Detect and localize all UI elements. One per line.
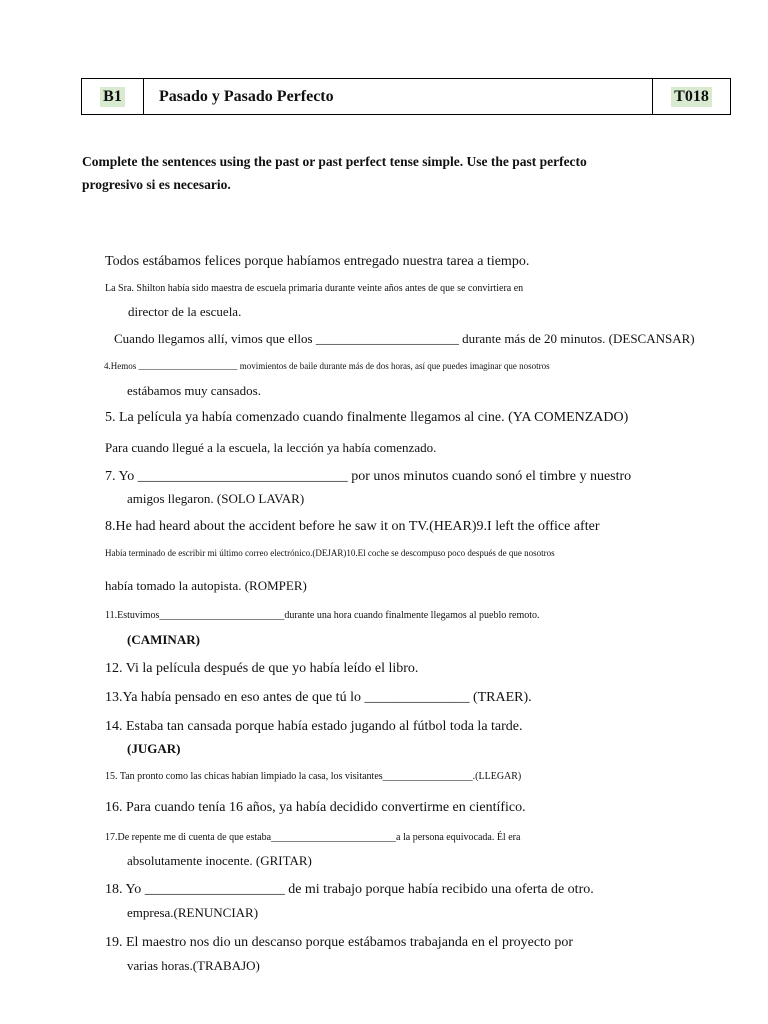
sentence-line: empresa.(RENUNCIAR) xyxy=(127,905,259,920)
sentence-line: 16. Para cuando tenía 16 años, ya había decidido convertirme en científico. xyxy=(105,800,526,815)
level-badge: B1 xyxy=(100,87,125,107)
sentence-line: 17.De repente me di cuenta de que estaba_________________________a la persona equivocada. Él era xyxy=(105,832,521,843)
sentence-line: 13.Ya había pensado en eso antes de que tú lo _______________ (TRAER). xyxy=(105,690,532,705)
sentence-line: (JUGAR) xyxy=(127,741,181,756)
sentence-line: 12. Vi la película después de que yo había leído el libro. xyxy=(105,661,419,676)
sentence-line: Todos estábamos felices porque habíamos entregado nuestra tarea a tiempo. xyxy=(105,254,530,269)
instructions: Complete the sentences using the past or past perfect tense simple. Use the past perfecto progresivo si es necesario. xyxy=(82,154,587,192)
worksheet-title: Pasado y Pasado Perfecto xyxy=(159,87,334,105)
sentence-line: La Sra. Shilton había sido maestra de escuela primaria durante veinte años antes de que se convirtiera en xyxy=(105,283,524,294)
sentence-line: 15. Tan pronto como las chicas habían limpiado la casa, los visitantes__________________.(LLEGAR) xyxy=(105,771,522,782)
sentence-line: Había terminado de escribir mi último correo electrónico.(DEJAR)10.El coche se descompuso poco después de que nosotros xyxy=(105,548,555,558)
sentence-line: Para cuando llegué a la escuela, la lección ya había comenzado. xyxy=(105,440,437,455)
sentence-line: (CAMINAR) xyxy=(127,632,200,647)
sentence-line: había tomado la autopista. (ROMPER) xyxy=(105,578,307,593)
sentence-line: varias horas.(TRABAJO) xyxy=(127,958,260,973)
sentence-line: 8.He had heard about the accident before he saw it on TV.(HEAR)9.I left the office after xyxy=(105,519,600,534)
sentence-line: 18. Yo ____________________ de mi trabajo porque había recibido una oferta de otro. xyxy=(105,882,594,897)
sentence-line: 7. Yo ______________________________ por unos minutos cuando sonó el timbre y nuestro xyxy=(105,469,632,484)
sentence-line: director de la escuela. xyxy=(128,304,242,319)
sentence-line: 19. El maestro nos dio un descanso porque estábamos trabajanda en el proyecto por xyxy=(105,935,574,950)
sentence-line: absolutamente inocente. (GRITAR) xyxy=(127,853,312,868)
code-cell xyxy=(652,79,730,114)
level-cell xyxy=(82,79,144,114)
sentence-line: 11.Estuvimos_________________________durante una hora cuando finalmente llegamos al pueblo remoto. xyxy=(105,610,540,621)
header-table xyxy=(81,78,731,115)
sentence-line: estábamos muy cansados. xyxy=(127,383,261,398)
code-badge: T018 xyxy=(671,87,712,107)
sentence-line: amigos llegaron. (SOLO LAVAR) xyxy=(127,491,305,506)
sentence-line: 5. La película ya había comenzado cuando finalmente llegamos al cine. (YA COMENZADO) xyxy=(105,410,629,425)
sentence-line: 4.Hemos ______________________ movimientos de baile durante más de dos horas, así que puedes imaginar que nosotros xyxy=(104,361,550,371)
sentence-line: 14. Estaba tan cansada porque había estado jugando al fútbol toda la tarde. xyxy=(105,719,523,734)
sentence-line: Cuando llegamos allí, vimos que ellos ______________________ durante más de 20 minutos. (DESCANSAR) xyxy=(114,331,695,346)
